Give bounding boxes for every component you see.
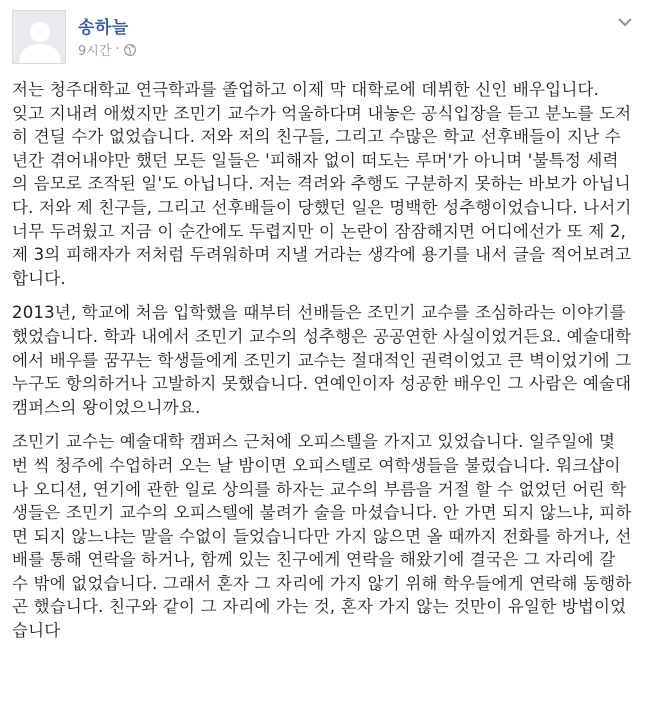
chevron-down-icon[interactable] [617, 16, 633, 28]
default-profile-icon [13, 11, 66, 64]
post-timestamp[interactable]: 9시간 [78, 44, 112, 59]
globe-icon[interactable] [124, 44, 136, 56]
post-meta [78, 40, 136, 59]
post-header [12, 10, 635, 66]
author-name[interactable]: 송하늘 [78, 18, 129, 38]
post-paragraph-3: 조민기 교수는 예술대학 캠퍼스 근처에 오피스텔을 가지고 있었습니다. 일주일에 몇 번 씩 청주에 수업하러 오는 날 밤이면 오피스텔로 여학생들을 불렀습니다. 워크샵이나 오디션, 연기에 관한 일로 상의를 하자는 교수의 부름을 거절 할 수 없었던 어린 학생들은 조민기 교수의 오피스텔에 불려가 술을 마셨습니다. 안 가면 되지 않느냐, 피하면 되지 않느냐는 말을 수없이 들었습니다만 가지 않으면 올 때까지 전화를 하거나, 선배를 통해 연락을 하거나, 함께 있는 친구에게 연락을 해왔기에 결국은 그 자리에 갈 수 밖에 없었습니다. 그래서 혼자 그 자리에 가지 않기 위해 학우들에게 연락해 동행하곤 했습니다. 친구와 같이 그 자리에 가는 것, 혼자 가지 않는 것만이 유일한 방법이었습니다 [12, 432, 632, 641]
meta-separator: · [115, 42, 120, 57]
post-body [12, 78, 634, 654]
post-paragraph-1: 저는 청주대학교 연극학과를 졸업하고 이제 막 대학로에 데뷔한 신인 배우입니다. 잊고 지내려 애썼지만 조민기 교수가 억울하다며 내놓은 공식입장을 듣고 분노를 도저히 견딜 수가 없었습니다. 저와 저의 친구들, 그리고 수많은 학교 선후배들이 지난 수년간 겪어내야만 했던 모든 일들은 '피해자 없이 떠도는 루머'가 아니며 '불특정 세력의 음모로 조작된 일'도 아닙니다. 저는 격려와 추행도 구분하지 못하는 바보가 아닙니다. 저와 제 친구들, 그리고 선후배들이 당했던 일은 명백한 성추행이었습니다. 나서기 너무 두려웠고 지금 이 순간에도 두렵지만 이 논란이 잠잠해지면 어디에선가 또 제 2, 제 3의 피해자가 저처럼 두려워하며 지낼 거라는 생각에 용기를 내서 글을 적어보려고 합니다. [12, 80, 632, 288]
post-paragraph-2: 2013년, 학교에 처음 입학했을 때부터 선배들은 조민기 교수를 조심하라는 이야기를 했었습니다. 학과 내에서 조민기 교수의 성추행은 공공연한 사실이었거든요. 예술대학에서 배우를 꿈꾸는 학생들에게 조민기 교수는 절대적인 권력이었고 큰 벽이었기에 그 누구도 항의하거나 고발하지 못했습니다. 연예인이자 성공한 배우인 그 사람은 예술대 캠퍼스의 왕이었으니까요. [12, 303, 632, 417]
avatar[interactable] [12, 10, 66, 64]
